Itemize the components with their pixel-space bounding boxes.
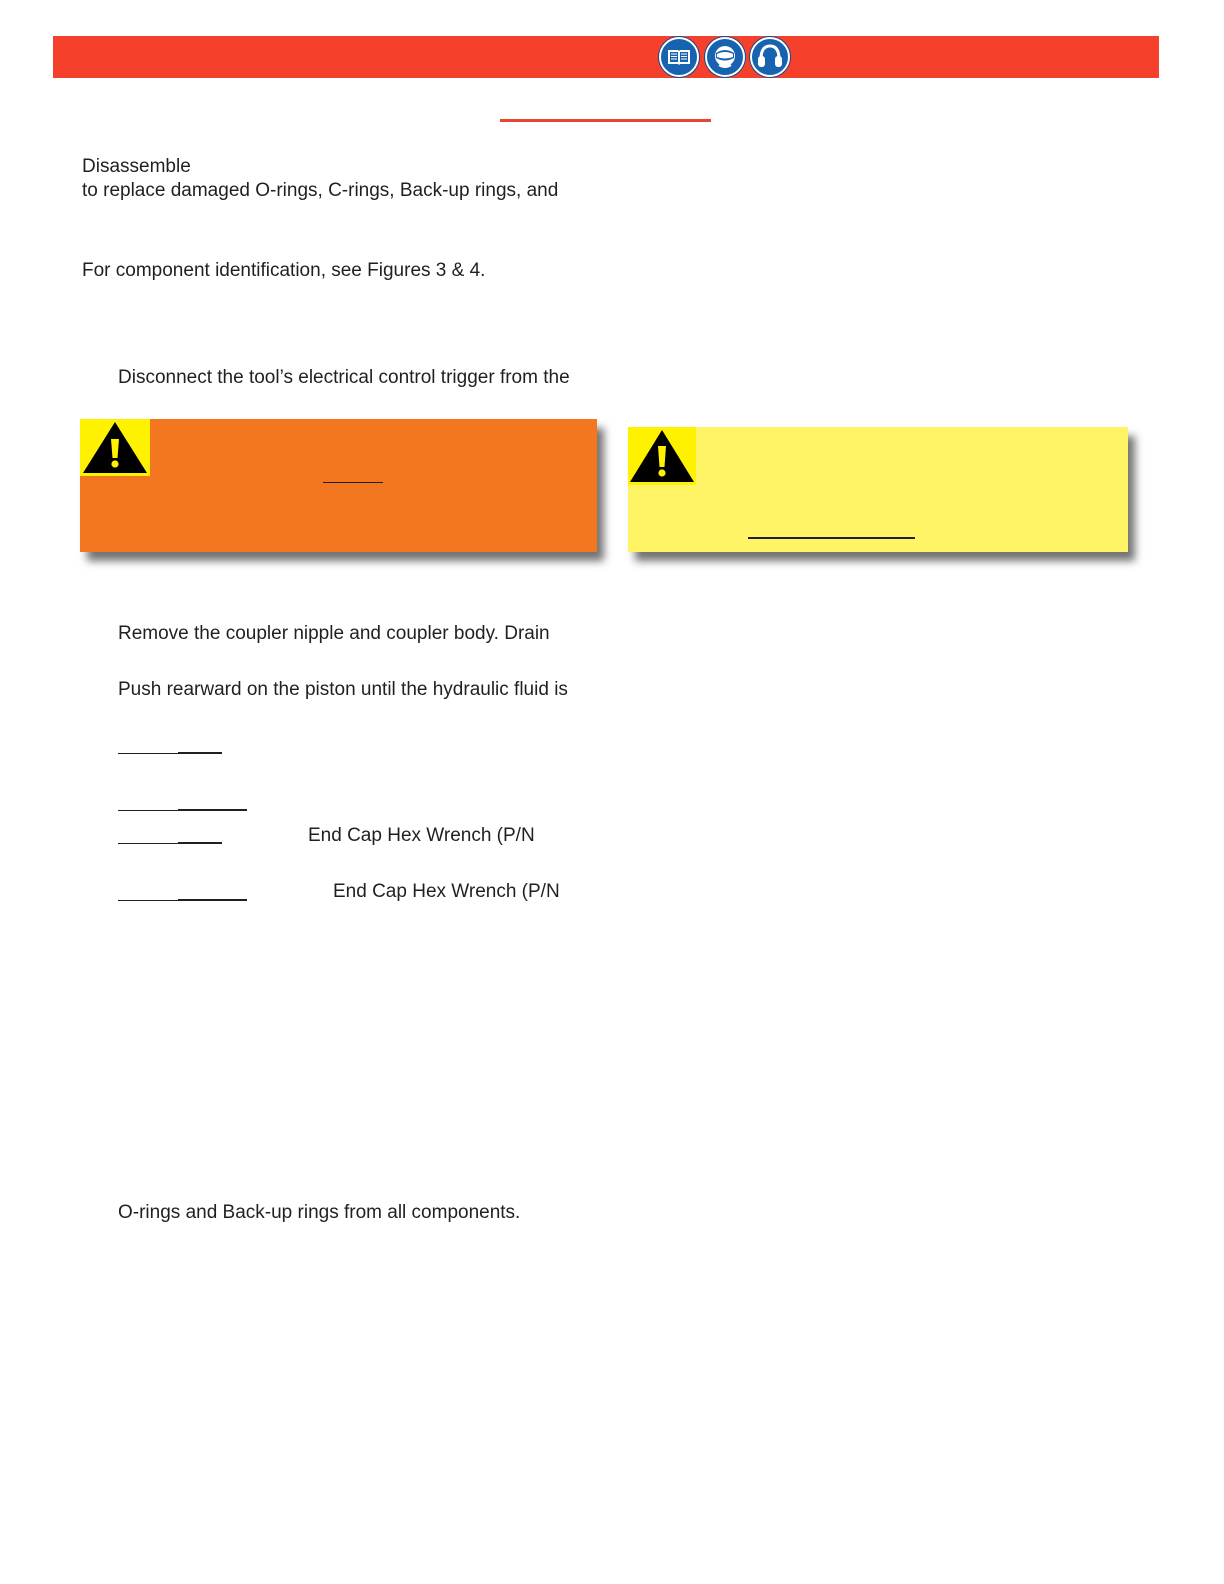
blank-field-4a: [118, 900, 178, 901]
caution-underline: [748, 537, 915, 539]
intro-line-2: to replace damaged O-rings, C-rings, Back-up rings, and: [82, 180, 559, 201]
warning-box: [80, 419, 597, 552]
blank-field-2a: [118, 810, 178, 811]
wrench-line-b: End Cap Hex Wrench (P/N: [333, 881, 560, 902]
blank-field-2b: [178, 809, 247, 811]
step-remove-coupler: Remove the coupler nipple and coupler body. Drain: [118, 623, 550, 644]
manual-book-icon: [659, 37, 699, 77]
blank-field-1b: [178, 752, 222, 754]
caution-icon-background: [628, 427, 696, 485]
ear-protection-icon: [750, 37, 790, 77]
component-reference: For component identification, see Figures 3 & 4.: [82, 260, 486, 281]
intro-line-1: Disassemble: [82, 156, 191, 177]
caution-box: [628, 427, 1128, 552]
warning-underline: [323, 482, 383, 483]
warning-icon-background: [80, 419, 150, 476]
step-push-piston: Push rearward on the piston until the hydraulic fluid is: [118, 679, 568, 700]
section-title-underline: [500, 119, 711, 122]
blank-field-1a: [118, 753, 178, 754]
face-shield-icon: [705, 37, 745, 77]
header-bar: [53, 36, 1159, 78]
warning-triangle-icon: [80, 419, 150, 476]
step-disconnect-trigger: Disconnect the tool’s electrical control trigger from the: [118, 367, 570, 388]
blank-field-3b: [178, 842, 222, 844]
blank-field-4b: [178, 899, 247, 901]
caution-triangle-icon: [628, 427, 696, 485]
wrench-line-a: End Cap Hex Wrench (P/N: [308, 825, 535, 846]
blank-field-3a: [118, 843, 178, 844]
step-remove-orings: O-rings and Back-up rings from all components.: [118, 1202, 521, 1223]
